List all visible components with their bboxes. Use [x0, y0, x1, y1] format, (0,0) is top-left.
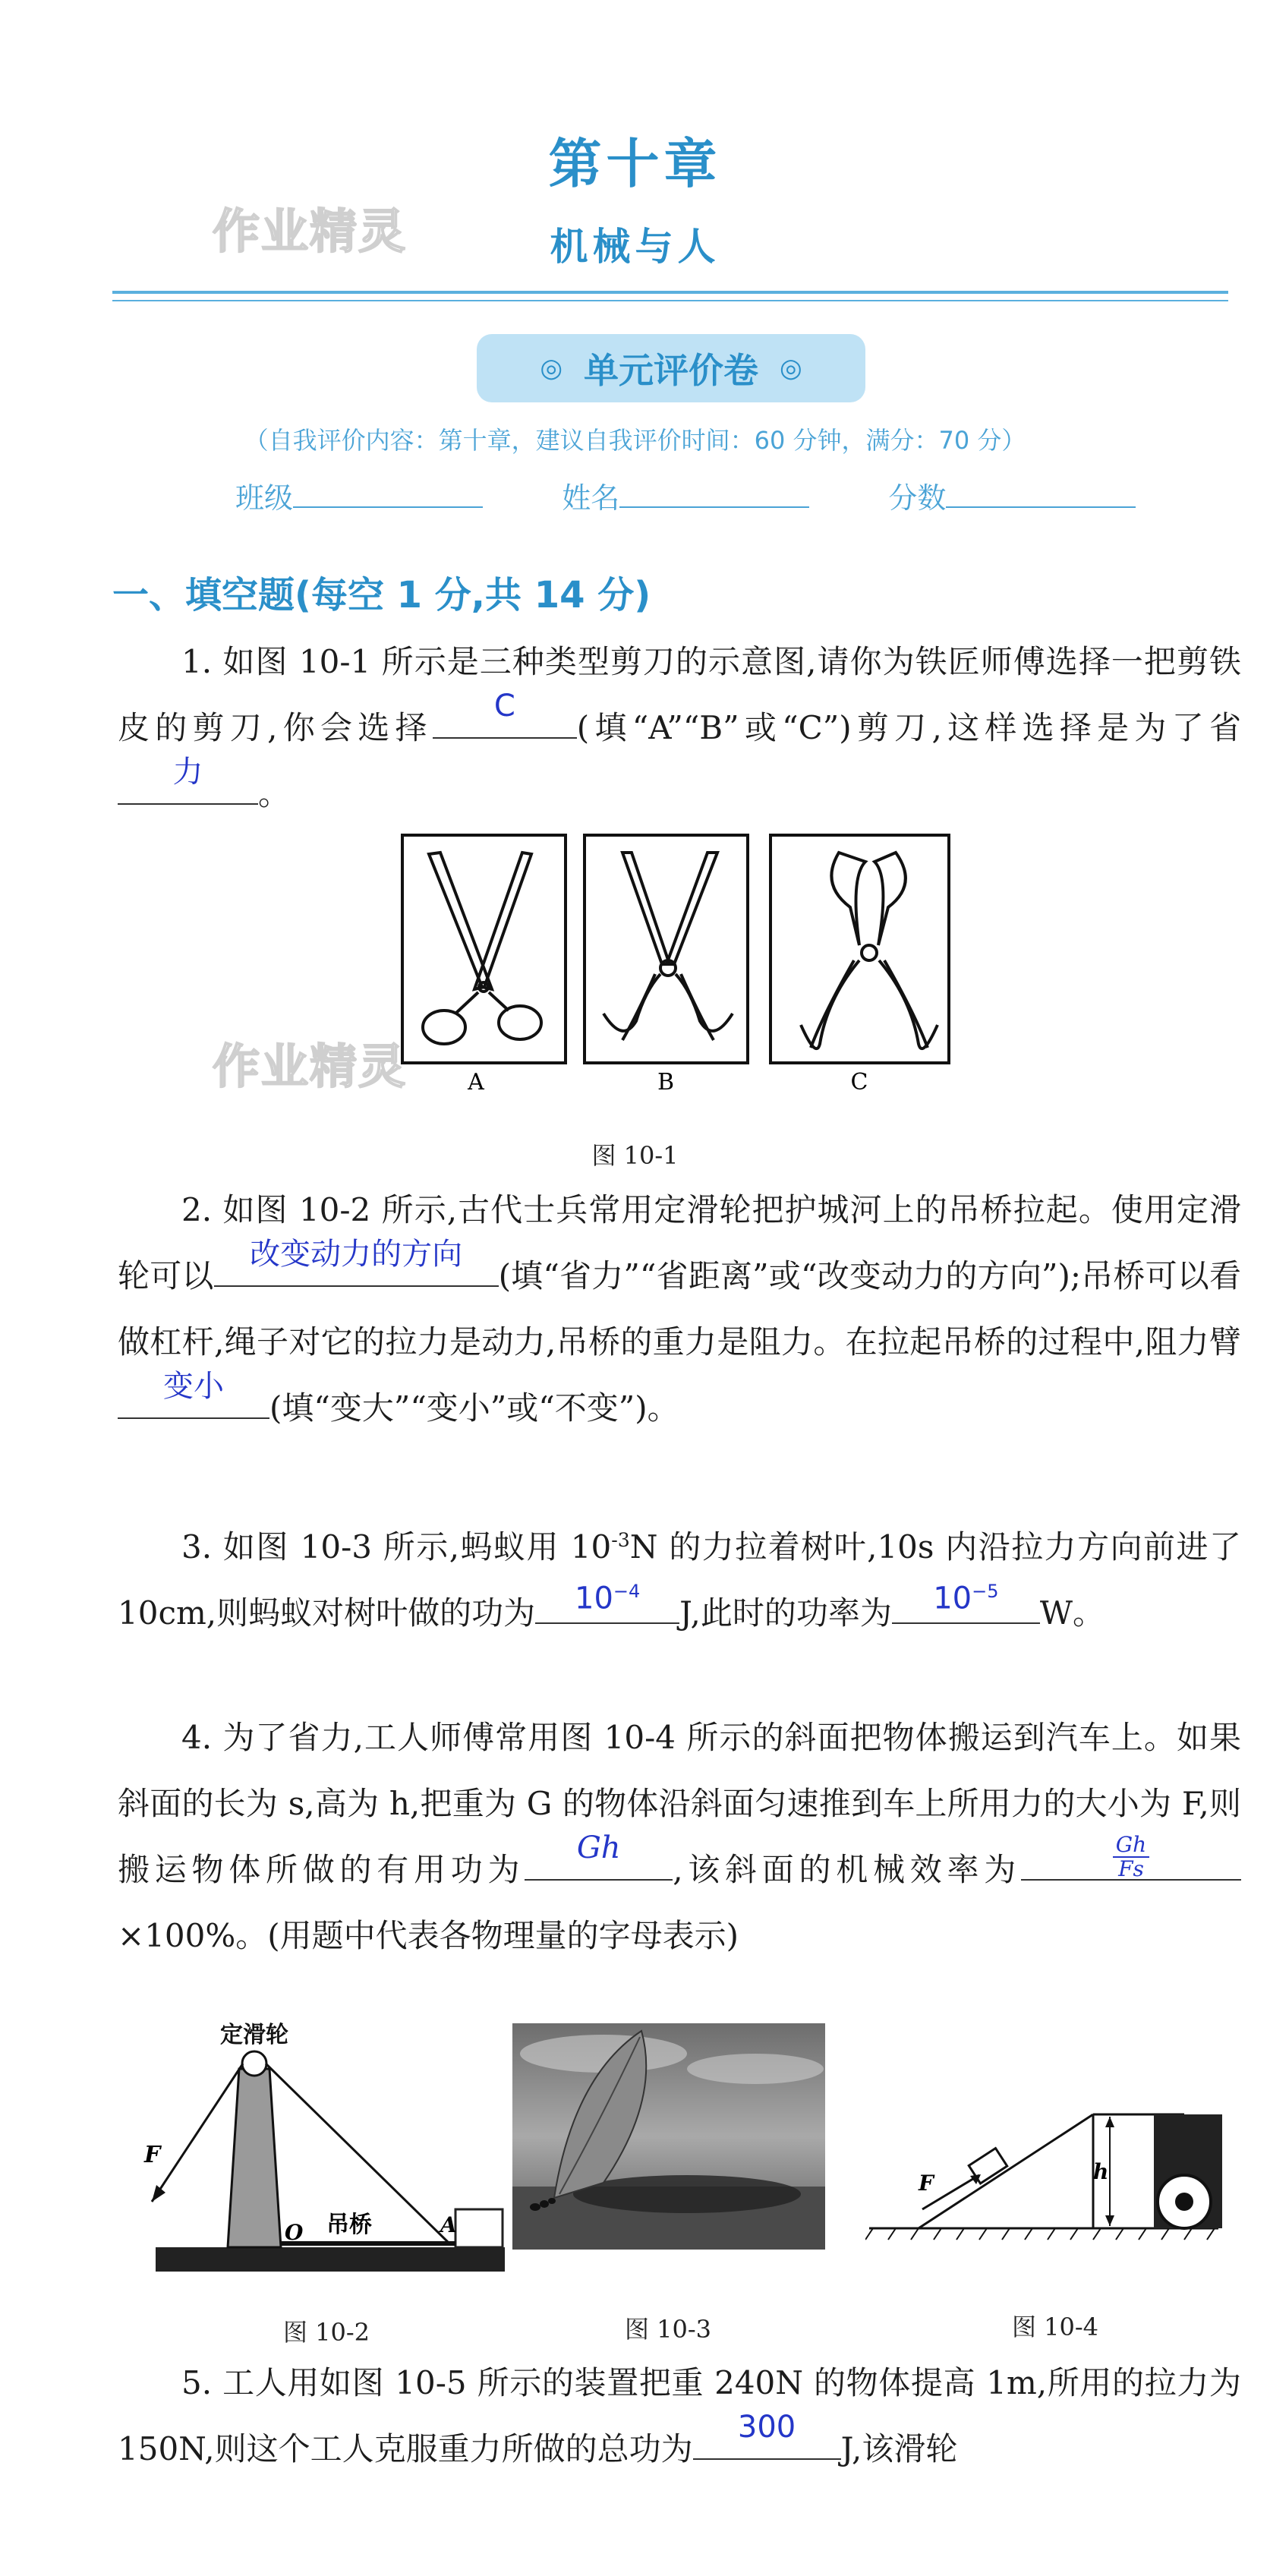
fig2-label-f: F [144, 2142, 161, 2168]
q4-blank-2[interactable] [1021, 1832, 1241, 1881]
q1-answer-1: C [493, 689, 515, 724]
q5-answer-1: 300 [737, 2410, 796, 2445]
q1-text-2: (填“A”“B”或“C”)剪刀,这样选择是为了省 [576, 709, 1241, 746]
fig2-caption: 图 10-2 [282, 2318, 370, 2347]
assessment-note: （自我评价内容：第十章，建议自我评价时间：60 分钟，满分：70 分） [244, 426, 1026, 455]
scissors-a-icon [423, 853, 541, 1044]
fig1-label-a: A [468, 1069, 484, 1096]
q1-blank-1[interactable] [433, 689, 577, 739]
header-rule-top [112, 291, 1228, 294]
question-3 [118, 1507, 1241, 1646]
chapter-subtitle: 机械与人 [550, 225, 720, 269]
q3-answer-2-exp: −5 [972, 1581, 999, 1602]
fig1-caption: 图 10-1 [591, 1141, 679, 1170]
fig2-pulley-icon [242, 2051, 266, 2076]
chapter-title: 第十章 [548, 133, 722, 195]
class-label: 班级 [235, 481, 294, 515]
fig4-label-f: F [919, 2171, 934, 2196]
q3-text-4: W。 [1039, 1594, 1105, 1632]
scissors-b-frame [585, 835, 748, 1063]
header-rule-bottom [112, 300, 1228, 301]
q4-answer-2-num: Gh [1113, 1833, 1149, 1858]
fig2-rope-left [152, 2064, 243, 2202]
q3-answer-1-base: 10 [575, 1581, 613, 1616]
figure-10-1 [395, 831, 953, 1101]
fig3-leaf-shadow [573, 2175, 801, 2213]
q3-text-3: J,此时的功率为 [679, 1594, 892, 1632]
name-blank[interactable] [619, 484, 809, 508]
q4-text-1: 4. 为了省力,工人师傅常用图 10-4 所示的斜面把物体搬运到汽车上。如果斜面的长为 s,高为 h,把重为 G 的物体沿斜面匀速推到车上所用力的大小为 F,则搬运物体所做的有用功为 [118, 1719, 1241, 1888]
fig2-ground [156, 2247, 505, 2272]
q4-answer-2-fraction [1113, 1833, 1149, 1881]
fig2-label-a: A [440, 2212, 457, 2237]
q3-blank-1[interactable] [535, 1581, 679, 1624]
q5-text-1: 5. 工人用如图 10-5 所示的装置把重 240N 的物体提高 1m,所用的拉力为 150N,则这个工人克服重力所做的总功为 [118, 2364, 1241, 2467]
q5-text-2: J,该滑轮 [840, 2430, 958, 2467]
fig3-caption: 图 10-3 [624, 2315, 712, 2344]
q2-blank-1[interactable] [214, 1237, 499, 1287]
q4-text-2: ,该斜面的机械效率为 [673, 1851, 1021, 1888]
q2-text-3: (填“变大”“变小”或“不变”)。 [269, 1389, 679, 1427]
class-blank[interactable] [293, 484, 483, 508]
fig2-tower [228, 2069, 281, 2247]
section-title: 一、填空题(每空 1 分,共 14 分) [112, 574, 651, 616]
q5-blank-1[interactable] [693, 2410, 841, 2460]
fig1-label-c: C [850, 1069, 868, 1096]
figure-10-2 [121, 2012, 531, 2300]
student-info-fields [235, 475, 1136, 516]
badge-text: 单元评价卷 [584, 350, 758, 391]
q2-text-2: (填“省力”“省距离”或“改变动力的方向”);吊桥可以看做杠杆,绳子对它的拉力是动力,吊桥的重力是阻力。在拉起吊桥的过程中,阻力臂 [118, 1257, 1241, 1361]
figure-10-4 [865, 2095, 1222, 2247]
q1-text-1: 1. 如图 10-1 所示是三种类型剪刀的示意图,请你为铁匠师傅选择一把剪铁皮的剪刀,你会选择 [118, 643, 1241, 746]
q2-blank-2[interactable] [118, 1369, 269, 1419]
fig2-label-pulley: 定滑轮 [220, 2022, 288, 2048]
q4-text-3: ×100%。(用题中代表各物理量的字母表示) [118, 1917, 739, 1954]
q4-answer-1: Gh [576, 1830, 621, 1865]
q3-blank-2[interactable] [892, 1581, 1040, 1624]
fig4-caption: 图 10-4 [1011, 2313, 1099, 2341]
q3-answer-1-exp: −4 [613, 1581, 641, 1602]
question-2 [118, 1177, 1241, 1441]
q1-answer-2: 力 [172, 755, 203, 790]
watermark-2: 作业精灵 [213, 1039, 408, 1094]
badge-ring-right-icon: ◎ [780, 353, 802, 383]
fig4-label-h: h [1093, 2159, 1109, 2184]
scissors-c-icon [801, 853, 938, 1048]
question-5 [118, 2350, 1241, 2482]
figure-10-3 [512, 2023, 825, 2250]
fig2-label-o: O [285, 2220, 304, 2245]
q2-text-1: 2. 如图 10-2 所示,古代士兵常用定滑轮把护城河上的吊桥拉起。使用定滑轮可以 [118, 1191, 1241, 1294]
q3-text-1: 3. 如图 10-3 所示,蚂蚁用 10 [181, 1528, 612, 1565]
fig4-incline [919, 2114, 1093, 2228]
q4-blank-1[interactable] [525, 1830, 673, 1881]
scissors-b-icon [603, 853, 733, 1040]
question-1 [118, 629, 1241, 827]
q1-blank-2[interactable] [118, 755, 258, 805]
q2-answer-1: 改变动力的方向 [250, 1237, 463, 1272]
q3-answer-2-base: 10 [933, 1581, 972, 1616]
badge-ring-left-icon: ◎ [540, 353, 563, 383]
q3-exponent-1: -3 [611, 1529, 630, 1551]
unit-assessment-badge [477, 334, 865, 402]
score-label: 分数 [888, 481, 947, 515]
q3-text-2: N 的力拉着树叶,10s 内沿拉力方向前进了 10cm,则蚂蚁对树叶做的功为 [118, 1528, 1241, 1632]
question-4 [118, 1704, 1241, 1969]
watermark: 作业精灵 [213, 203, 408, 259]
name-label: 姓名 [562, 481, 620, 515]
fig1-label-b: B [657, 1069, 675, 1096]
score-blank[interactable] [946, 484, 1136, 508]
q4-answer-2-den: Fs [1118, 1856, 1144, 1881]
q1-text-3: 。 [258, 775, 291, 812]
q2-answer-2: 变小 [163, 1369, 224, 1404]
fig2-label-bridge: 吊桥 [326, 2212, 372, 2238]
